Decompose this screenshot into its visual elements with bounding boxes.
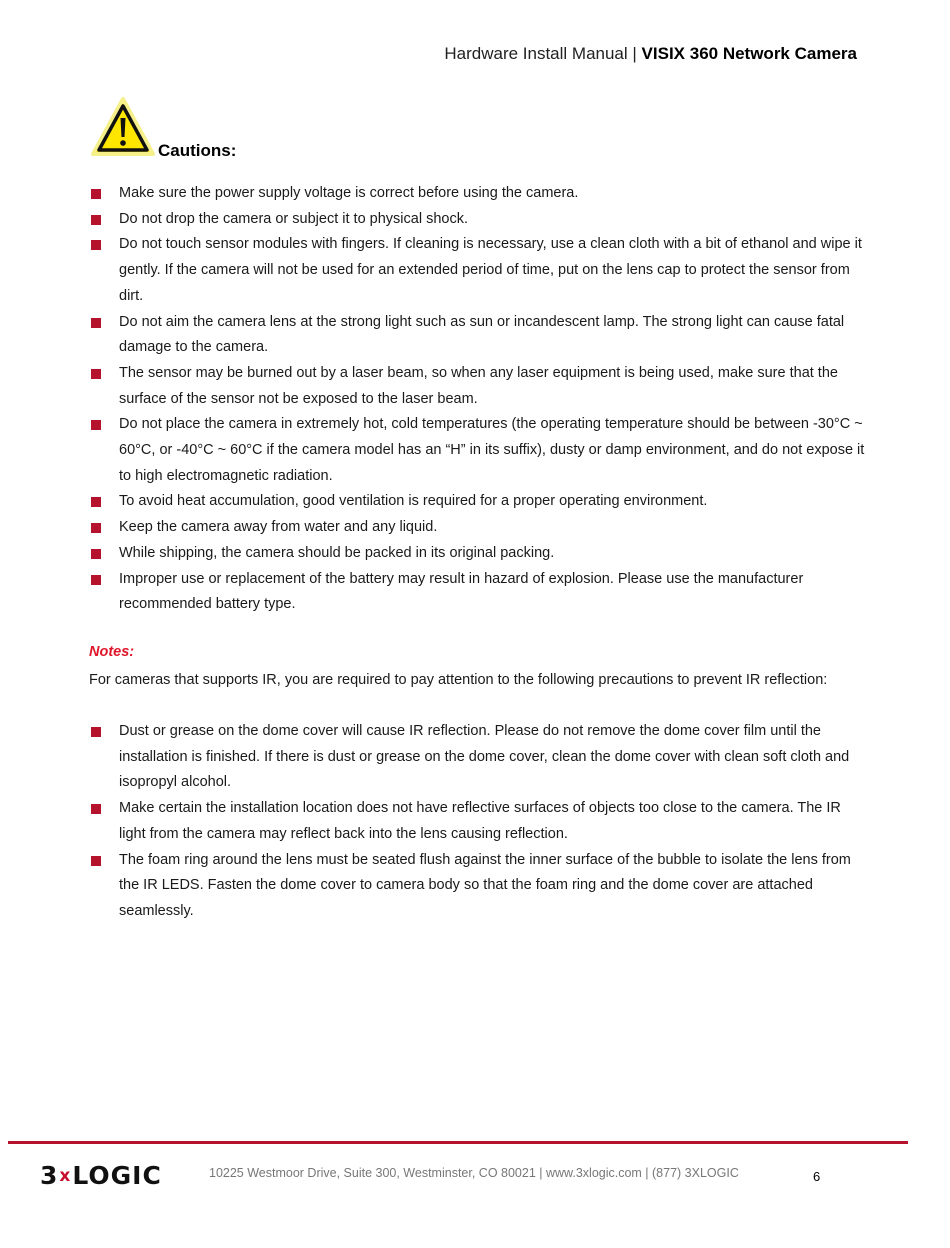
bullet-square-icon (91, 804, 101, 814)
list-item (90, 361, 870, 412)
caution-text: Do not drop the camera or subject it to physical shock. (119, 210, 468, 227)
list-item (90, 541, 870, 567)
bullet-square-icon (91, 549, 101, 559)
page-header (444, 44, 857, 64)
notes-label: Notes: (89, 644, 135, 660)
caution-text: Do not touch sensor modules with fingers. If cleaning is necessary, use a clean cloth with a bit of ethanol and wipe it gently. If the camera will not be used for an extended period of time, put on the lens cap to protect the sensor from dirt. (119, 236, 862, 304)
list-item (90, 232, 870, 309)
footer-address: 10225 Westmoor Drive, Suite 300, Westminster, CO 80021 | www.3xlogic.com | (877) 3XLOGIC (209, 1166, 739, 1180)
list-item (90, 848, 870, 925)
bullet-square-icon (91, 575, 101, 585)
company-logo: 3xLOGIC (40, 1161, 162, 1190)
caution-text: Do not place the camera in extremely hot, cold temperatures (the operating temperature should be between -30°C ~ 60°C, or -40°C ~ 60°C if the camera model has an “H” in its suffix), dusty or damp environment, and do not expose it to high electromagnetic radiation. (119, 416, 865, 484)
list-item (90, 310, 870, 361)
list-item (90, 796, 870, 847)
note-text: Make certain the installation location does not have reflective surfaces of objects too close to the camera. The IR light from the camera may reflect back into the lens causing reflection. (119, 800, 841, 842)
product-title: VISIX 360 Network Camera (641, 44, 857, 63)
notes-intro: For cameras that supports IR, you are required to pay attention to the following precautions to prevent IR reflection: (89, 672, 828, 688)
bullet-square-icon (91, 497, 101, 507)
list-item (90, 567, 870, 618)
caution-text: To avoid heat accumulation, good ventilation is required for a proper operating environment. (119, 493, 708, 510)
caution-text: While shipping, the camera should be packed in its original packing. (119, 544, 555, 561)
bullet-square-icon (91, 215, 101, 225)
bullet-square-icon (91, 318, 101, 328)
list-item (90, 412, 870, 489)
caution-text: The sensor may be burned out by a laser beam, so when any laser equipment is being used, make sure that the surface of the sensor not be exposed to the laser beam. (119, 364, 838, 407)
footer-divider (8, 1141, 908, 1144)
caution-text: Make sure the power supply voltage is correct before using the camera. (119, 185, 579, 201)
manual-title: Hardware Install Manual | (444, 44, 637, 63)
bullet-square-icon (91, 856, 101, 866)
bullet-square-icon (91, 420, 101, 430)
note-text: The foam ring around the lens must be seated flush against the inner surface of the bubble to isolate the lens from the IR LEDS. Fasten the dome cover to camera body so that the foam ring and the dome cover are attached seamlessly. (119, 851, 851, 919)
caution-text: Keep the camera away from water and any liquid. (119, 519, 438, 536)
page-number: 6 (813, 1169, 821, 1184)
list-item (90, 207, 870, 233)
warning-triangle-icon (90, 96, 156, 158)
notes-list (90, 719, 870, 925)
bullet-square-icon (91, 369, 101, 379)
list-item (90, 489, 870, 515)
cautions-list (90, 181, 870, 618)
caution-text: Improper use or replacement of the battery may result in hazard of explosion. Please use the manufacturer recommended battery type. (119, 570, 804, 613)
note-text: Dust or grease on the dome cover will cause IR reflection. Please do not remove the dome cover film until the installation is finished. If there is dust or grease on the dome cover, clean the dome cover with clean soft cloth and isopropyl alcohol. (119, 723, 850, 791)
cautions-title: Cautions: (158, 141, 237, 160)
bullet-square-icon (91, 523, 101, 533)
bullet-square-icon (91, 727, 101, 737)
bullet-square-icon (91, 189, 101, 199)
list-item (90, 719, 870, 796)
list-item (90, 515, 870, 541)
list-item (90, 181, 870, 207)
caution-text: Do not aim the camera lens at the strong light such as sun or incandescent lamp. The strong light can cause fatal damage to the camera. (119, 313, 845, 356)
cautions-heading (90, 96, 290, 166)
bullet-square-icon (91, 240, 101, 250)
